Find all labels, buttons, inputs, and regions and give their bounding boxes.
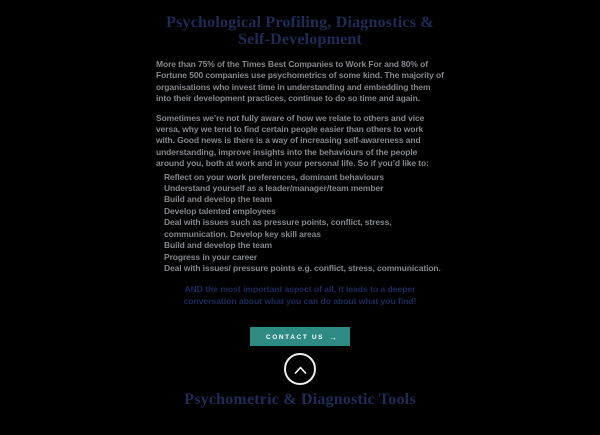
section-title: Psychological Profiling, Diagnostics & Self-Development — [166, 14, 434, 48]
contact-us-label: CONTACT US — [265, 334, 325, 342]
list-item: Deal with issues/ pressure points e.g. conflict, stress, communication. — [164, 262, 441, 273]
scroll-to-top-button[interactable] — [284, 353, 316, 385]
intro-paragraph: More than 75% of the Times Best Companies to Work For and 80% of Fortune 500 companies use psychometrics of some kind. The majority of organisations who invest time in understanding and embedding them into their development practices, continue to do so time and again. — [156, 59, 444, 104]
highlight-paragraph: AND the most important aspect of all, it leads to a deeper conversation about what you can do about what you find! — [183, 284, 417, 306]
list-item: Build and develop the team — [164, 194, 272, 205]
right-arrow-icon: → — [329, 333, 338, 343]
next-section-title: Psychometric & Diagnostic Tools — [184, 391, 416, 409]
button-row — [150, 326, 450, 346]
benefits-list — [164, 172, 444, 275]
list-item: Reflect on your work preferences, dominant behaviours — [164, 171, 385, 182]
chevron-up-icon — [294, 362, 307, 377]
list-item: Develop talented employees — [164, 205, 276, 216]
awareness-paragraph: Sometimes we’re not fully aware of how we relate to others and vice versa, why we tend to find certain people easier than others to work with. Good news is there is a way of increasing self-awareness and understanding, improve insights into the behaviours of the people around you, both at work and in your personal life. So if you’d like to: — [156, 112, 429, 169]
list-item: Progress in your career — [164, 251, 258, 262]
scroll-row — [150, 353, 450, 385]
list-item: Deal with issues such as pressure points, conflict, stress, communication. Develop key skill areas — [164, 217, 392, 239]
list-item: Understand yourself as a leader/manager/team member — [164, 183, 384, 194]
content-column — [150, 0, 450, 408]
contact-us-button[interactable] — [250, 327, 350, 346]
list-item: Build and develop the team — [164, 240, 272, 251]
